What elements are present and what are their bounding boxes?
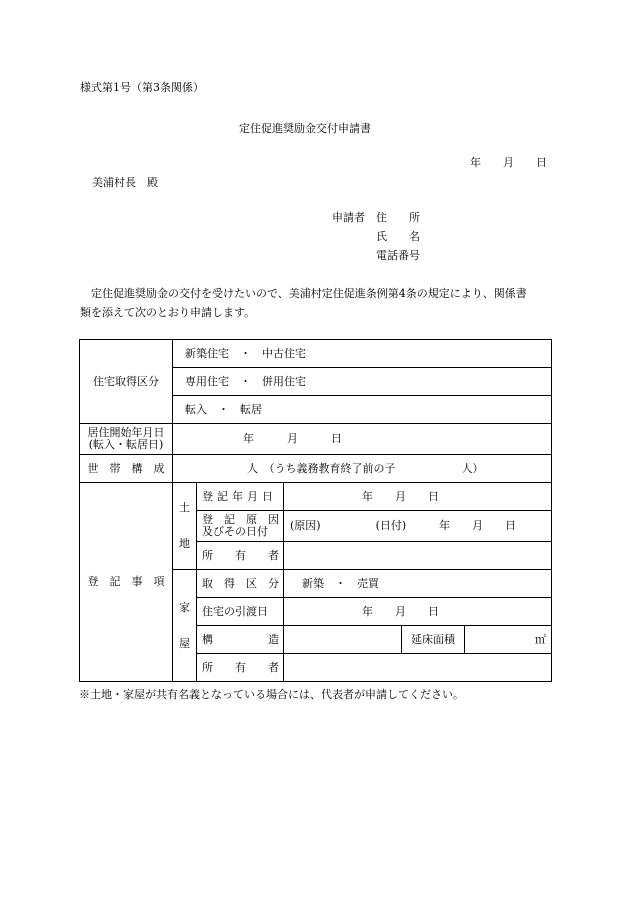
- house-structure-value[interactable]: [284, 626, 402, 654]
- house-acquisition-value[interactable]: 新築 ・ 売買: [284, 570, 552, 598]
- house-floor-area-label: 延床面積: [402, 626, 465, 654]
- applicant-phone-label: 電話番号: [376, 249, 420, 262]
- house-owner-value[interactable]: [284, 654, 552, 682]
- addressee: 美浦村長 殿: [92, 176, 158, 189]
- land-label-char2: 地: [179, 537, 190, 550]
- housing-option-move[interactable]: 転入 ・ 転居: [173, 396, 552, 424]
- house-owner-label: 所 有 者: [197, 654, 284, 682]
- applicant-address-label: 住 所: [376, 211, 420, 224]
- land-cause-label-line1: 登 記 原 因: [202, 513, 279, 526]
- housing-type-label: 住宅取得区分: [80, 340, 173, 424]
- housing-option-dedicated-shared[interactable]: 専用住宅 ・ 併用住宅: [173, 368, 552, 396]
- application-table: [79, 339, 552, 682]
- housing-option-new-used[interactable]: 新築住宅 ・ 中古住宅: [173, 340, 552, 368]
- house-label-char2: 屋: [179, 636, 190, 650]
- form-number: 様式第1号（第3条関係）: [80, 81, 204, 94]
- house-label-char1: 家: [179, 600, 190, 614]
- household-value[interactable]: 人 （うち義務教育終了前の子 人）: [173, 455, 552, 483]
- residence-start-label-line2: (転入・転居日): [88, 438, 164, 451]
- house-handover-value[interactable]: 年 月 日: [284, 598, 552, 626]
- applicant-name-label: 氏 名: [376, 230, 420, 243]
- applicant-label: 申請者: [332, 211, 365, 224]
- house-handover-label: 住宅の引渡日: [197, 598, 284, 626]
- body-text-line1: 定住促進奨励金の交付を受けたいので、美浦村定住促進条例第4条の規定により、関係書: [91, 287, 527, 300]
- body-text-line2: 類を添えて次のとおり申請します。: [80, 306, 256, 319]
- footnote: ※土地・家屋が共有名義となっている場合には、代表者が申請してください。: [79, 688, 464, 701]
- residence-start-label-line1: 居住開始年月日: [87, 426, 165, 439]
- house-structure-label: 構 造: [197, 626, 284, 654]
- land-reg-date-value[interactable]: 年 月 日: [284, 483, 552, 511]
- registry-label: 登 記 事 項: [80, 483, 173, 682]
- residence-start-label: [80, 424, 173, 455]
- land-label: [173, 483, 197, 570]
- land-cause-label-line2: 及びその日付: [202, 525, 268, 538]
- land-owner-value[interactable]: [284, 542, 552, 570]
- document-title: 定住促進奨励金交付申請書: [239, 122, 371, 135]
- house-floor-area-value[interactable]: ㎡: [465, 626, 552, 654]
- land-owner-label: 所 有 者: [197, 542, 284, 570]
- land-cause-value[interactable]: (原因) (日付) 年 月 日: [284, 511, 552, 542]
- house-label: [173, 570, 197, 682]
- household-label: 世 帯 構 成: [80, 455, 173, 483]
- house-acquisition-label: 取 得 区 分: [197, 570, 284, 598]
- residence-start-date[interactable]: 年 月 日: [173, 424, 552, 455]
- land-cause-label: [197, 511, 284, 542]
- land-label-char1: 土: [179, 501, 190, 514]
- date-line: 年 月 日: [470, 156, 547, 169]
- land-reg-date-label: 登記年月日: [197, 483, 284, 511]
